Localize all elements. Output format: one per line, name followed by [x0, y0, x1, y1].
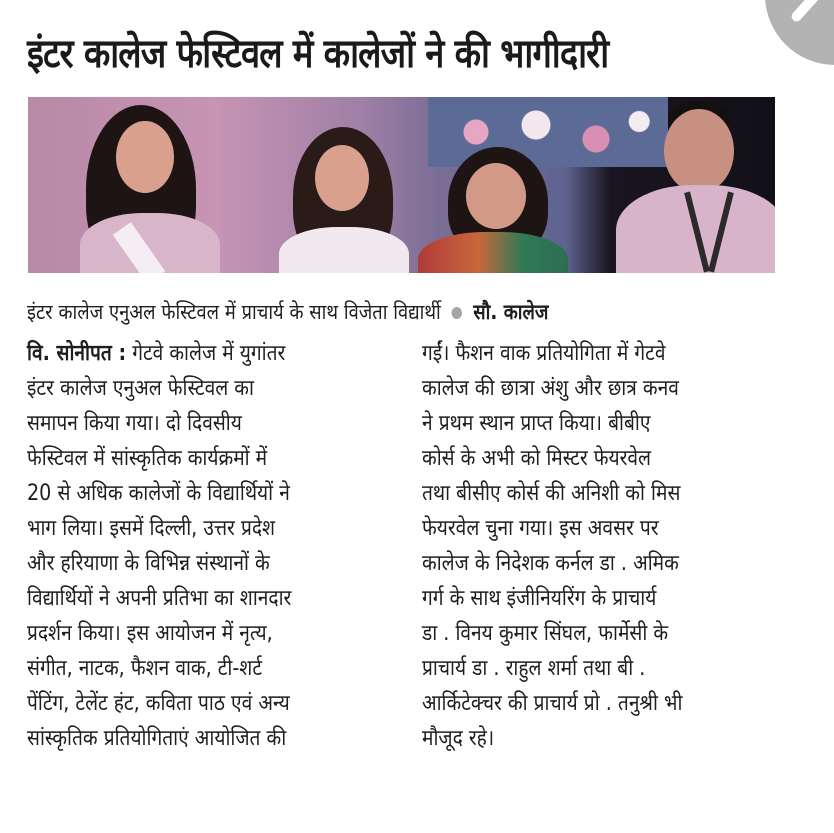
article-column-right [422, 336, 792, 756]
body-line: विद्यार्थियों ने अपनी प्रतिभा का शानदार [27, 586, 292, 611]
body-line: इंटर कालेज एनुअल फेस्टिवल का [27, 376, 254, 401]
bullet-icon [452, 307, 462, 319]
body-line: प्रदर्शन किया। इस आयोजन में नृत्य, [27, 621, 273, 646]
close-icon [790, 0, 823, 23]
body-line: फेयरवेल चुना गया। इस अवसर पर [422, 516, 659, 541]
caption-text: इंटर कालेज एनुअल फेस्टिवल में प्राचार्य के साथ विजेता विद्यार्थी [27, 300, 441, 324]
headline: इंटर कालेज फेस्टिवल में कालेजों ने की भागीदारी [27, 31, 609, 77]
body-line: सांस्कृतिक प्रतियोगिताएं आयोजित की [27, 726, 287, 751]
body-line: आर्किटेक्चर की प्राचार्य प्रो . तनुश्री भी [422, 691, 683, 716]
person-4 [606, 101, 775, 273]
body-line: तथा बीसीए कोर्स की अनिशी को मिस [422, 481, 681, 506]
dateline: वि. सोनीपत : [27, 341, 127, 366]
body-line: मौजूद रहे। [422, 726, 495, 751]
news-photo [28, 97, 775, 273]
body-line: गईं। फैशन वाक प्रतियोगिता में गेटवे [422, 341, 666, 366]
body-line: कोर्स के अभी को मिस्टर फेयरवेल [422, 446, 652, 471]
photo-credit: सौ. कालेज [473, 300, 549, 324]
photo-caption [27, 295, 653, 329]
body-line: वि. सोनीपत : गेटवे कालेज में युगांतर [27, 341, 286, 366]
close-button[interactable] [765, 0, 834, 65]
body-line: 20 से अधिक कालेजों के विद्यार्थियों ने [27, 481, 290, 506]
body-line: समापन किया गया। दो दिवसीय [27, 411, 242, 436]
body-line: ने प्रथम स्थान प्राप्त किया। बीबीए [422, 411, 651, 436]
person-3 [408, 147, 578, 273]
body-line: कालेज की छात्रा अंशु और छात्र कनव [422, 376, 679, 401]
body-line: भाग लिया। इसमें दिल्ली, उत्तर प्रदेश [27, 516, 276, 541]
person-2 [263, 127, 423, 273]
article-column-left [27, 336, 397, 756]
body-line: डा . विनय कुमार सिंघल, फार्मेसी के [422, 621, 669, 646]
body-line: कालेज के निदेशक कर्नल डा . अमिक [422, 551, 679, 576]
body-line: प्राचार्य डा . राहुल शर्मा तथा बी . [422, 656, 646, 681]
body-line: संगीत, नाटक, फैशन वाक, टी-शर्ट [27, 656, 262, 681]
body-line: और हरियाणा के विभिन्न संस्थानों के [27, 551, 270, 576]
body-line: गर्ग के साथ इंजीनियरिंग के प्राचार्य [422, 586, 657, 611]
body-line: पेंटिंग, टेलेंट हंट, कविता पाठ एवं अन्य [27, 691, 290, 716]
body-line: फेस्टिवल में सांस्कृतिक कार्यक्रमों में [27, 446, 268, 471]
person-1 [68, 103, 228, 273]
